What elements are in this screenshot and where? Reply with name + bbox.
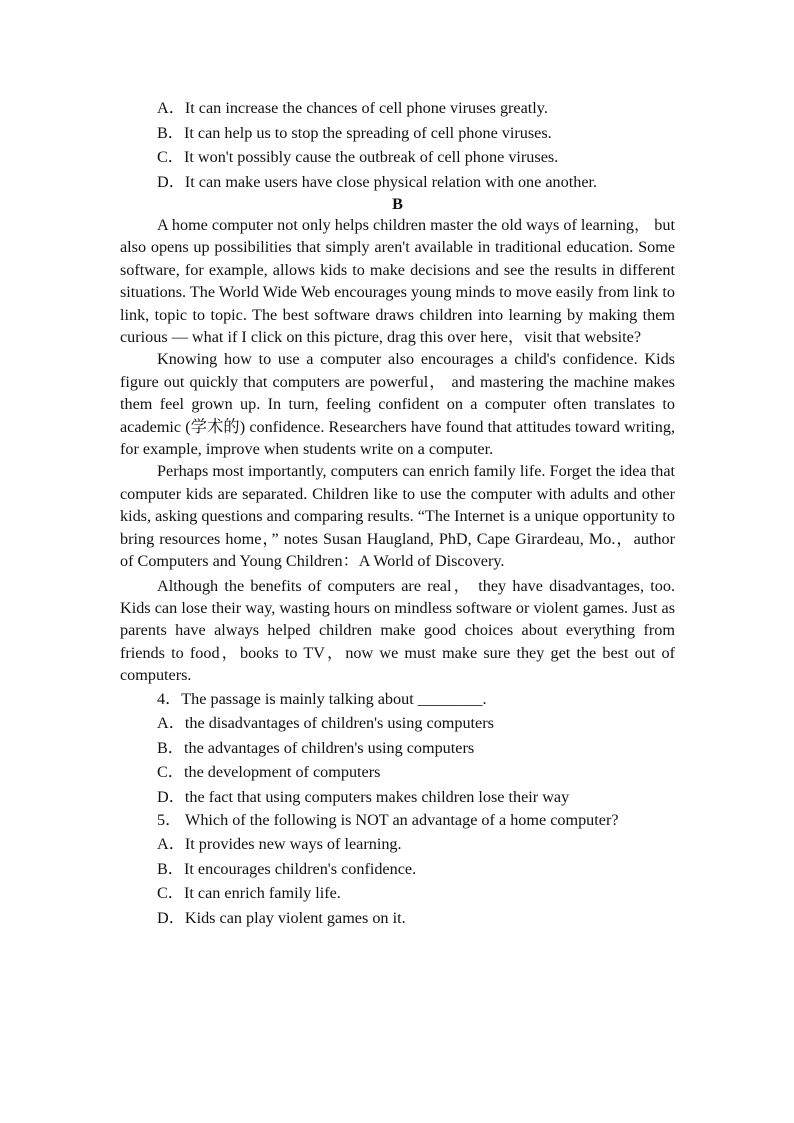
paragraph-2: Knowing how to use a computer also encourages a child's confidence. Kids figure out quickly that computers are powerful， and mastering the machine makes them feel grown up. In turn, feeling confident on a computer often translates to academic (学术的) confidence. Researchers have found that attitudes toward writing, for example, improve when students write on a computer. xyxy=(120,350,675,459)
question-4-option-b: B．the advantages of children's using computers xyxy=(157,738,475,757)
option-d: D．It can make users have close physical relation with one another. xyxy=(157,172,598,191)
question-4-option-d: D．the fact that using computers makes children lose their way xyxy=(157,787,570,806)
option-b: B．It can help us to stop the spreading of cell phone viruses. xyxy=(157,123,552,142)
question-4 xyxy=(120,687,675,810)
question-5-option-a: A．It provides new ways of learning. xyxy=(157,835,402,854)
option-c: C．It won't possibly cause the outbreak of cell phone viruses. xyxy=(157,148,559,166)
paragraph-3: Perhaps most importantly, computers can enrich family life. Forget the idea that computer kids are separated. Children like to use the computer with adults and other kids, asking questions and comparing results. “The Internet is a unique opportunity to bring resources home，” notes Susan Haugland, PhD, Cape Girardeau, Mo.，author of Computers and Young Children：A World of Discovery. xyxy=(120,462,675,571)
paragraph-1: A home computer not only helps children master the old ways of learning， but also opens up possibilities that simply aren't available in traditional education. Some software, for example, allows kids to make decisions and see the results in different situations. The World Wide Web encourages young minds to move easily from link to link, topic to topic. The best software draws children into learning by making them curious — what if I click on this picture, drag this over here，visit that website? xyxy=(120,216,675,347)
question-5 xyxy=(120,809,675,930)
question-4-option-c: C．the development of computers xyxy=(157,763,381,782)
paragraph-4: Although the benefits of computers are real， they have disadvantages, too. Kids can lose their way, wasting hours on mindless software or violent games. Just as parents have always helped children make good choices about everything from friends to food，books to TV，now we must make sure they get the best out of computers. xyxy=(120,576,675,685)
document-page xyxy=(120,96,675,930)
question-5-option-c: C．It can enrich family life. xyxy=(157,884,341,903)
question-5-option-d: D．Kids can play violent games on it. xyxy=(157,908,406,927)
passage xyxy=(120,214,675,687)
question-4-option-a: A．the disadvantages of children's using computers xyxy=(157,714,494,733)
previous-question-options xyxy=(120,96,675,194)
section-label: B xyxy=(392,195,403,213)
question-5-option-b: B．It encourages children's confidence. xyxy=(157,859,417,878)
option-a: A．It can increase the chances of cell phone viruses greatly. xyxy=(157,99,548,117)
question-5-stem: 5． Which of the following is NOT an advantage of a home computer? xyxy=(157,811,619,830)
question-4-stem: 4．The passage is mainly talking about ________. xyxy=(157,689,487,708)
